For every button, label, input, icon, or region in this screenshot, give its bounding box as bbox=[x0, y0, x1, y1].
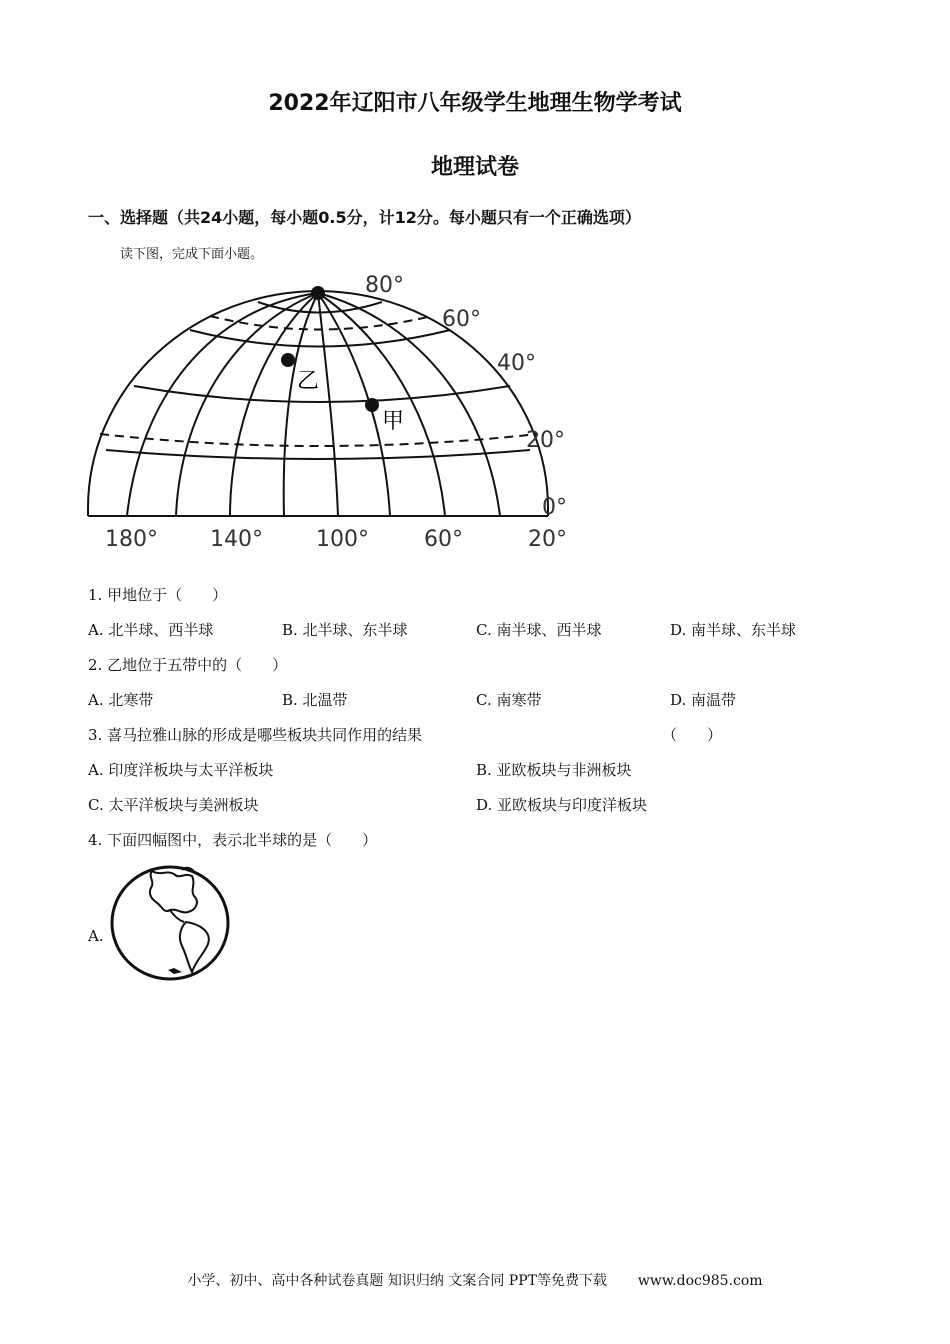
lon-label: 100° bbox=[316, 527, 369, 552]
lat-label: 20° bbox=[526, 428, 565, 453]
option-a[interactable]: A. bbox=[88, 927, 104, 945]
paper-subtitle: 地理试卷 bbox=[430, 155, 519, 180]
meridian bbox=[284, 293, 318, 516]
question-stem: 1. 甲地位于（ ） bbox=[88, 586, 228, 604]
point-jia-dot bbox=[365, 398, 379, 412]
lat-label: 0° bbox=[542, 495, 567, 520]
option-c[interactable]: C. 太平洋板块与美洲板块 bbox=[88, 796, 259, 814]
hemisphere-graticule-figure bbox=[80, 268, 580, 558]
lon-label: 20° bbox=[528, 527, 567, 552]
question-stem: 3. 喜马拉雅山脉的形成是哪些板块共同作用的结果 bbox=[88, 726, 423, 744]
lon-label: 180° bbox=[105, 527, 158, 552]
option-a[interactable]: A. 北寒带 bbox=[88, 691, 154, 709]
point-jia-label: 甲 bbox=[382, 409, 405, 434]
footer-url[interactable]: www.doc985.com bbox=[637, 1273, 763, 1289]
lat-label: 40° bbox=[497, 351, 536, 376]
parallel-20 bbox=[106, 450, 530, 459]
footer-text: 小学、初中、高中各种试卷真题 知识归纳 文案合同 PPT等免费下载 bbox=[187, 1273, 607, 1289]
point-yi-label: 乙 bbox=[297, 369, 320, 394]
option-a[interactable]: A. 北半球、西半球 bbox=[88, 621, 214, 639]
option-d[interactable]: D. 南半球、东半球 bbox=[670, 621, 797, 639]
globe-illustration-a[interactable] bbox=[104, 862, 236, 984]
north-pole-dot bbox=[311, 286, 325, 300]
lat-label: 80° bbox=[365, 273, 404, 298]
option-b[interactable]: B. 亚欧板块与非洲板块 bbox=[476, 761, 632, 779]
option-c[interactable]: C. 南寒带 bbox=[476, 691, 542, 709]
option-d[interactable]: D. 亚欧板块与印度洋板块 bbox=[476, 796, 648, 814]
answer-bracket: （ ） bbox=[662, 726, 723, 744]
lat-label: 60° bbox=[442, 307, 481, 332]
option-b[interactable]: B. 北温带 bbox=[282, 691, 348, 709]
globe-outline bbox=[112, 867, 228, 979]
meridian bbox=[176, 293, 318, 516]
section-heading: 一、选择题（共24小题，每小题0.5分，计12分。每小题只有一个正确选项） bbox=[88, 208, 641, 227]
page-footer bbox=[0, 1270, 950, 1290]
question-stem: 2. 乙地位于五带中的（ ） bbox=[88, 656, 288, 674]
meridian bbox=[318, 293, 338, 516]
option-b[interactable]: B. 北半球、东半球 bbox=[282, 621, 408, 639]
option-c[interactable]: C. 南半球、西半球 bbox=[476, 621, 602, 639]
point-yi-dot bbox=[281, 353, 295, 367]
exam-title: 2022年辽阳市八年级学生地理生物学考试 bbox=[268, 91, 682, 116]
option-a[interactable]: A. 印度洋板块与太平洋板块 bbox=[88, 761, 274, 779]
lon-label: 60° bbox=[424, 527, 463, 552]
option-d[interactable]: D. 南温带 bbox=[670, 691, 737, 709]
question-stem: 4. 下面四幅图中，表示北半球的是（ ） bbox=[88, 831, 378, 849]
parallel-60 bbox=[190, 330, 450, 347]
tropic-dashed bbox=[100, 434, 538, 446]
figure-instruction: 读下图，完成下面小题。 bbox=[120, 247, 264, 262]
lon-label: 140° bbox=[210, 527, 263, 552]
